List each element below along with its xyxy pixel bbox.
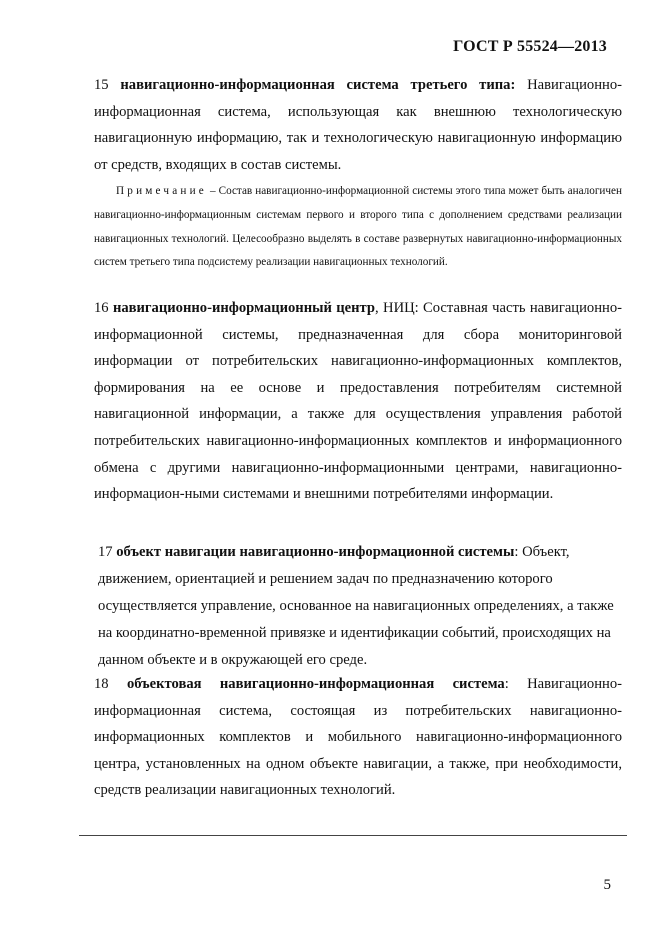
term-definition: : Объект, движением, ориентацией и решением задач по предназначению которого осуществляется управление, основанное на навигационных определениях, а также на координатно-временной привязке и идентификации событий, происходящих на данном объекте и в окружающей его среде. <box>98 544 614 668</box>
term-definition: , НИЦ: Составная часть навигационно-информационной системы, предназначенная для сбора мониторинговой информации от потребительских навигационно-информационных комплектов, формирования на ее основе и предоставления потребителям системной навигационной информации, а также для осуществления управления работой потребительских навигационно-информационных комплектов и информационного обмена с другими навигационно-информационными центрами, навигационно-информацион-ными системами и внешними потребителями информации. <box>94 300 622 503</box>
term-number: 15 <box>94 77 109 93</box>
footer-divider <box>79 835 627 836</box>
term-number: 17 <box>98 544 113 560</box>
term-definition: : Навигационно-информационная система, состоящая из потребительских навигационно-информационных комплектов и мобильного навигационно-информационного центра, установленных на одном объекте навигации, а также, при необходимости, средств реализации навигационных технологий. <box>94 676 622 799</box>
document-code-header: ГОСТ Р 55524—2013 <box>453 38 607 55</box>
term-definition: Навигационно-информационная система, использующая как внешнюю технологическую навигационную информацию, так и технологическую навигационную информацию от средств, входящих в состав системы. <box>94 77 622 173</box>
term-number: 16 <box>94 300 109 316</box>
term-title: навигационно-информационный центр <box>112 300 376 316</box>
note-paragraph <box>94 180 622 275</box>
term-title: объектовая навигационно-информационная система <box>126 676 505 692</box>
note-text: – Состав навигационно-информационной системы этого типа может быть аналогичен навигационно-информационным системам первого и второго типа с дополнением средствами реализации навигационных технологий. Целесообразно выделять в составе развернутых навигационно-информационных систем третьего типа подсистему реализации навигационных технологий. <box>94 185 622 269</box>
page-number: 5 <box>603 877 611 893</box>
term-entry-15 <box>94 72 622 178</box>
term-entry-17 <box>94 539 618 674</box>
term-entry-16 <box>94 295 622 508</box>
term-number: 18 <box>94 676 109 692</box>
term-title: объект навигации навигационно-информационной системы <box>116 544 515 560</box>
note-label: Примечание <box>116 185 207 197</box>
term-entry-18 <box>94 671 622 804</box>
term-title: навигационно-информационная система третьего типа: <box>120 77 516 93</box>
